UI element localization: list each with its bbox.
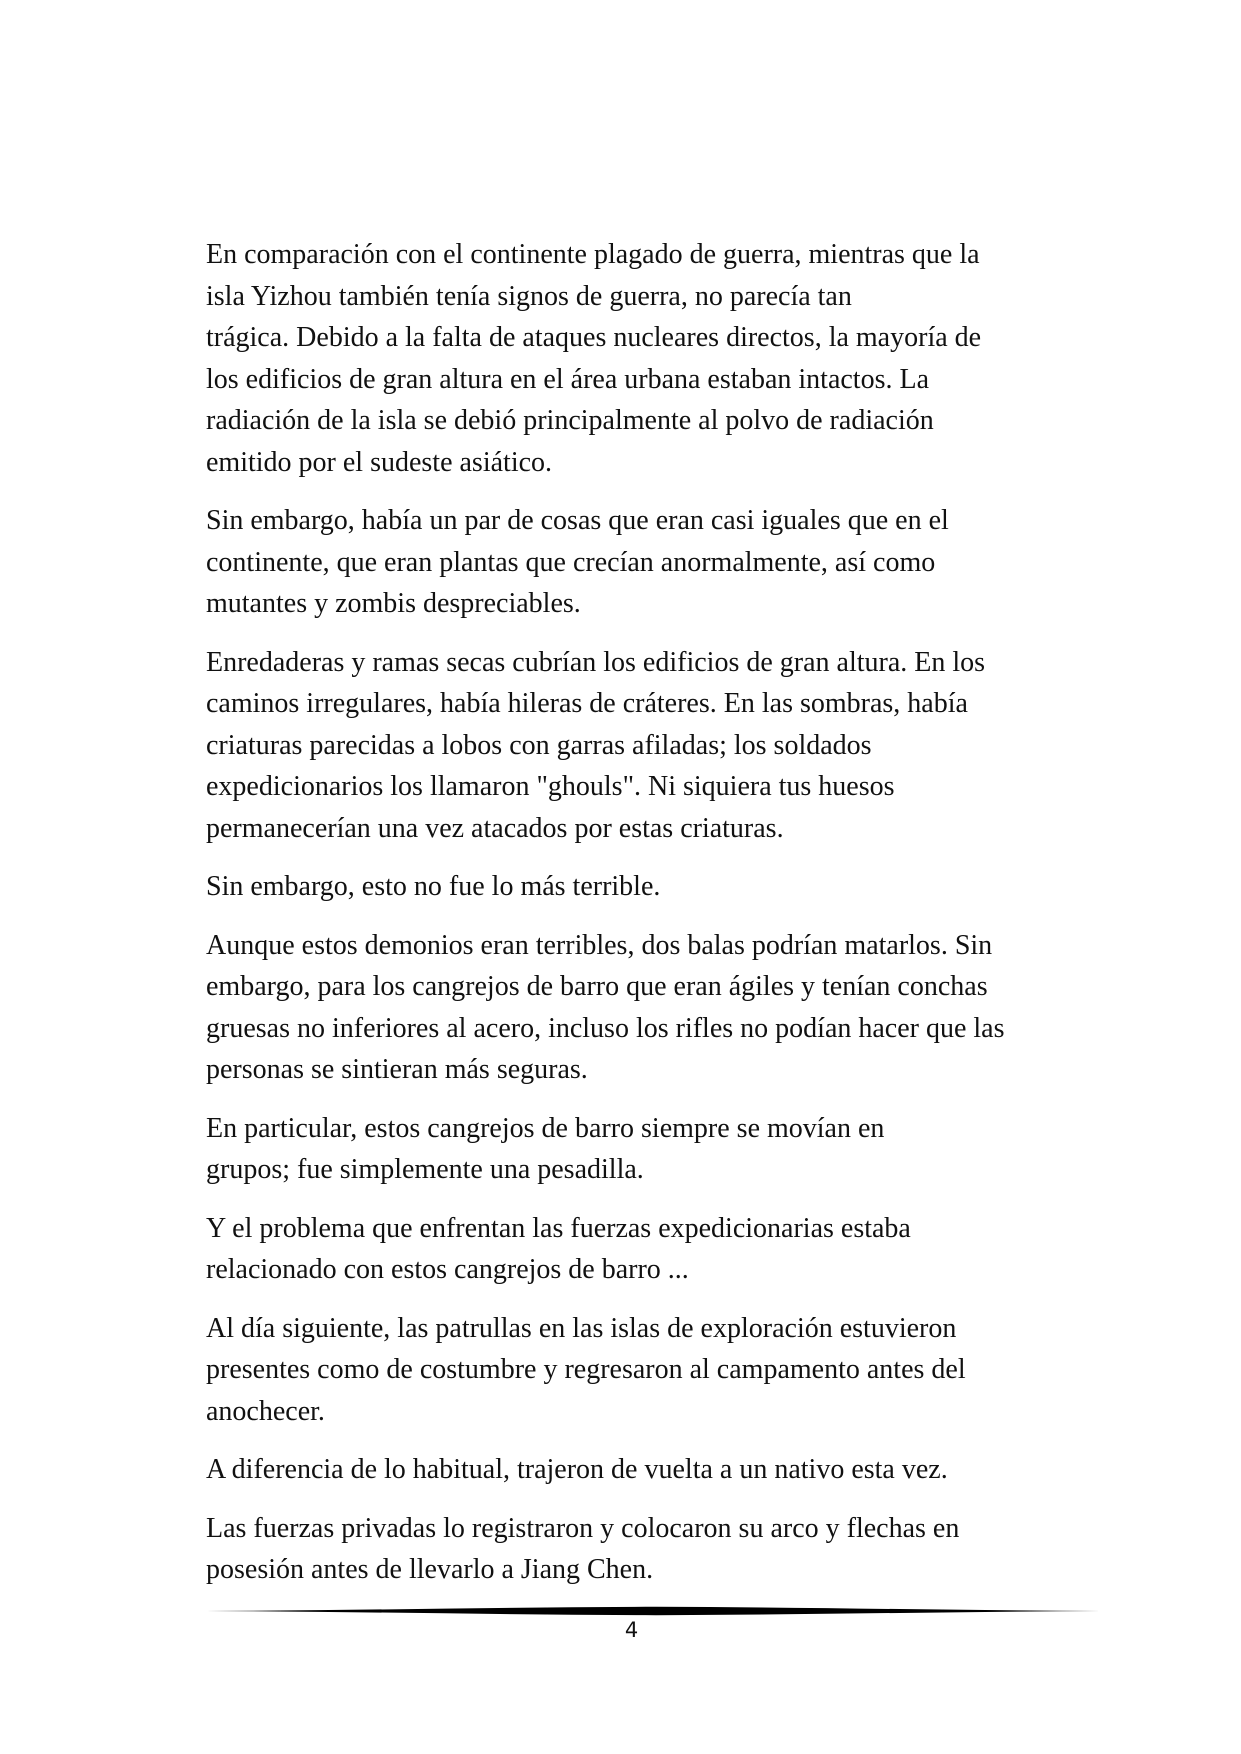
text-line: criaturas parecidas a lobos con garras afiladas; los soldados (206, 729, 872, 761)
footer-divider (206, 1604, 1100, 1618)
body-text (206, 234, 1076, 1608)
text-line: grupos; fue simplemente una pesadilla. (206, 1154, 644, 1185)
text-line: isla Yizhou también tenía signos de guerra, no parecía tan (206, 280, 852, 312)
text-line: gruesas no inferiores al acero, incluso los rifles no podían hacer que las (206, 1012, 1005, 1044)
text-line: Aunque estos demonios eran terribles, dos balas podrían matarlos. Sin (206, 929, 993, 961)
text-line: personas se sintieran más seguras. (206, 1054, 588, 1085)
text-line: En comparación con el continente plagado de guerra, mientras que la (206, 239, 980, 270)
paragraph (206, 234, 1076, 483)
paragraph (206, 925, 1076, 1091)
paragraph (206, 1508, 1076, 1591)
text-line: permanecerían una vez atacados por estas criaturas. (206, 812, 784, 844)
text-line: Y el problema que enfrentan las fuerzas expedicionarias estaba (206, 1212, 911, 1244)
text-line: Enredaderas y ramas secas cubrían los edificios de gran altura. En los (206, 646, 986, 678)
text-line: caminos irregulares, había hileras de cráteres. En las sombras, había (206, 688, 968, 719)
text-line: Al día siguiente, las patrullas en las islas de exploración estuvieron (206, 1312, 957, 1344)
text-line: relacionado con estos cangrejos de barro ... (206, 1254, 689, 1285)
paragraph (206, 1308, 1076, 1433)
text-line: Las fuerzas privadas lo registraron y colocaron su arco y flechas en (206, 1512, 960, 1544)
paragraph (206, 1208, 1076, 1291)
paragraph (206, 866, 1076, 908)
text-line: mutantes y zombis despreciables. (206, 588, 581, 619)
page-number (0, 1618, 1241, 1642)
text-line: continente, que eran plantas que crecían anormalmente, así como (206, 546, 936, 578)
text-line: expedicionarios los llamaron "ghouls". Ni siquiera tus huesos (206, 771, 895, 802)
text-line: En particular, estos cangrejos de barro siempre se movían en (206, 1112, 885, 1144)
text-line: A diferencia de lo habitual, trajeron de vuelta a un nativo esta vez. (206, 1454, 948, 1485)
text-line: presentes como de costumbre y regresaron al campamento antes del (206, 1354, 966, 1385)
text-line: radiación de la isla se debió principalmente al polvo de radiación (206, 405, 934, 436)
text-line: posesión antes de llevarlo a Jiang Chen. (206, 1554, 654, 1585)
page-number-text: 4 (624, 1618, 639, 1642)
paragraph (206, 1449, 1076, 1491)
text-line: Sin embargo, había un par de cosas que eran casi iguales que en el (206, 505, 949, 536)
paragraph (206, 500, 1076, 625)
text-line: anochecer. (206, 1395, 325, 1427)
text-line: Sin embargo, esto no fue lo más terrible. (206, 871, 661, 902)
text-line: los edificios de gran altura en el área urbana estaban intactos. La (206, 363, 930, 395)
text-line: embargo, para los cangrejos de barro que eran ágiles y tenían conchas (206, 971, 988, 1002)
text-line: emitido por el sudeste asiático. (206, 446, 553, 478)
paragraph (206, 642, 1076, 850)
paragraph (206, 1108, 1076, 1191)
text-line: trágica. Debido a la falta de ataques nucleares directos, la mayoría de (206, 322, 982, 353)
